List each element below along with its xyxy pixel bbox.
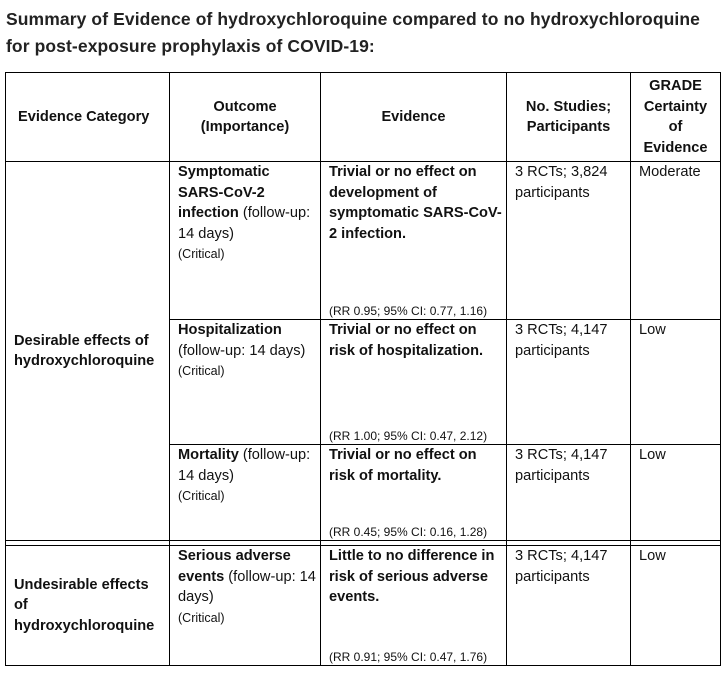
category-desirable: Desirable effects of hydroxychloroquine <box>6 162 170 541</box>
grade-cell: Low <box>631 546 721 666</box>
evidence-summary-table <box>5 72 721 666</box>
outcome-name: Mortality <box>178 447 239 463</box>
outcome-cell <box>170 320 321 445</box>
outcome-importance: (Critical) <box>178 364 225 378</box>
studies-cell: 3 RCTs; 4,147 participants <box>507 546 631 666</box>
evidence-ci: (RR 0.91; 95% CI: 0.47, 1.76) <box>329 650 488 664</box>
outcome-followup: (follow-up: 14 days) <box>178 447 311 484</box>
evidence-ci: (RR 0.95; 95% CI: 0.77, 1.16) <box>329 304 488 318</box>
header-evidence: Evidence <box>321 73 507 162</box>
evidence-cell <box>321 546 507 666</box>
outcome-name: Hospitalization <box>178 322 282 338</box>
evidence-cell <box>321 162 507 320</box>
outcome-name: Serious adverse events <box>178 548 291 585</box>
table-header-row <box>6 73 721 162</box>
grade-cell: Low <box>631 320 721 445</box>
evidence-text: Trivial or no effect on risk of hospitalization. <box>329 322 484 359</box>
table-row <box>6 162 721 320</box>
category-undesirable: Undesirable effects of hydroxychloroquine <box>6 546 170 666</box>
evidence-cell <box>321 320 507 445</box>
header-grade: GRADE Certainty of Evidence <box>631 73 721 162</box>
evidence-cell <box>321 445 507 541</box>
evidence-ci: (RR 1.00; 95% CI: 0.47, 2.12) <box>329 429 488 443</box>
outcome-importance: (Critical) <box>178 610 225 625</box>
outcome-cell <box>170 162 321 320</box>
studies-cell: 3 RCTs; 3,824 participants <box>507 162 631 320</box>
evidence-text: Little to no difference in risk of serious adverse events. <box>329 548 495 605</box>
header-evidence-category: Evidence Category <box>6 73 170 162</box>
outcome-followup: (follow-up: 14 days) <box>178 342 306 359</box>
outcome-followup: (follow-up: 14 days) <box>178 205 311 242</box>
table-row <box>6 546 721 666</box>
evidence-text: Trivial or no effect on risk of mortality. <box>329 447 477 484</box>
header-studies: No. Studies; Participants <box>507 73 631 162</box>
outcome-importance: (Critical) <box>178 489 225 503</box>
studies-cell: 3 RCTs; 4,147 participants <box>507 320 631 445</box>
evidence-text: Trivial or no effect on development of symptomatic SARS-CoV-2 infection. <box>329 164 502 242</box>
grade-cell: Low <box>631 445 721 541</box>
outcome-followup: (follow-up: 14 days) <box>178 568 316 605</box>
evidence-ci: (RR 0.45; 95% CI: 0.16, 1.28) <box>329 525 488 539</box>
outcome-cell <box>170 546 321 666</box>
outcome-cell <box>170 445 321 541</box>
grade-cell: Moderate <box>631 162 721 320</box>
studies-cell: 3 RCTs; 4,147 participants <box>507 445 631 541</box>
page-title: Summary of Evidence of hydroxychloroquine compared to no hydroxychloroquine for post-exposure prophylaxis of COVID-19: <box>6 9 700 56</box>
outcome-importance: (Critical) <box>178 247 225 261</box>
header-outcome: Outcome (Importance) <box>170 73 321 162</box>
outcome-name: Symptomatic SARS-CoV-2 infection <box>178 164 270 221</box>
